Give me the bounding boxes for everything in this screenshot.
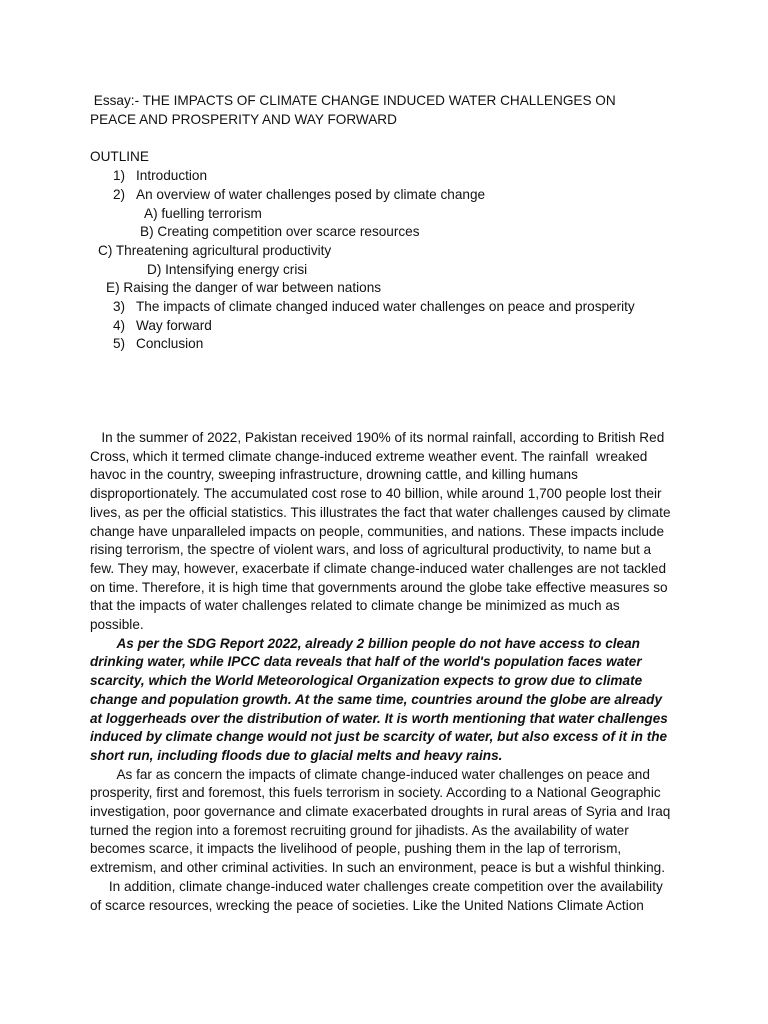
outline-item-number: 5) [113,336,126,351]
outline-item-number: 2) [113,187,126,202]
outline-subitem: C) Threatening agricultural productivity [98,243,332,258]
outline-item: Way forward [136,318,212,333]
outline-item-number: 4) [113,318,126,333]
paragraph: As far as concern the impacts of climate change-induced water challenges on peace and prosperity, first and foremost, this fuels terrorism in society. According to a National Geographic investigation, poor governance and climate exacerbated droughts in rural areas of Syria and Iraq turned the region into a foremost recruiting ground for jihadists. As the availability of water becomes scarce, it impacts the livelihood of people, pushing them in the lap of terrorism, extremism, and other criminal activities. In such an environment, peace is but a wishful thinking. [90,766,675,876]
essay-title [90,92,690,129]
outline-item-number: 1) [113,168,126,183]
paragraph-emphasis: As per the SDG Report 2022, already 2 billion people do not have access to clean drinking water, while IPCC data reveals that half of the world's population faces water scarcity, which the World Meteorological Organization expects to grow due to climate change and population growth. At the same time, countries around the globe are already at loggerheads over the distribution of water. It is worth mentioning that water challenges induced by climate change would not just be scarcity of water, but also excess of it in the short run, including floods due to glacial melts and heavy rains. [90,635,672,763]
outline-item: Conclusion [136,336,204,351]
outline-item: An overview of water challenges posed by climate change [136,187,486,202]
paragraph: In addition, climate change-induced water challenges create competition over the availability of scarce resources, wrecking the peace of societies. Like the United Nations Climate Action [90,878,667,913]
outline-heading: OUTLINE [90,149,149,164]
outline-subitem: E) Raising the danger of war between nations [106,280,382,295]
paragraph: In the summer of 2022, Pakistan received 190% of its normal rainfall, according to British Red Cross, which it termed climate change-induced extreme weather event. The rainfall wreaked havoc in the country, sweeping infrastructure, drowning cattle, and killing humans disproportionately. The accumulated cost rose to 40 billion, while around 1,700 people lost their lives, as per the official statistics. This illustrates the fact that water challenges caused by climate change have unparalleled impacts on people, communities, and nations. These impacts include rising terrorism, the spectre of violent wars, and loss of agricultural productivity, to name but a few. They may, however, exacerbate if climate change-induced water challenges are not tackled on time. Therefore, it is high time that governments around the globe take effective measures so that the impacts of water challenges related to climate change be minimized as much as possible. [90,430,675,633]
essay-title-line-1: Essay:- THE IMPACTS OF CLIMATE CHANGE INDUCED WATER CHALLENGES ON [90,93,616,108]
essay-body [90,429,676,915]
outline-item: Introduction [136,168,208,183]
essay-title-line-2: PEACE AND PROSPERITY AND WAY FORWARD [90,111,397,127]
outline-item: The impacts of climate changed induced water challenges on peace and prosperity [136,299,635,314]
outline-subitem: A) fuelling terrorism [144,206,262,221]
outline-subitem: B) Creating competition over scarce resources [140,224,420,239]
outline-subitem: D) Intensifying energy crisi [147,262,308,277]
outline-item-number: 3) [113,299,126,314]
